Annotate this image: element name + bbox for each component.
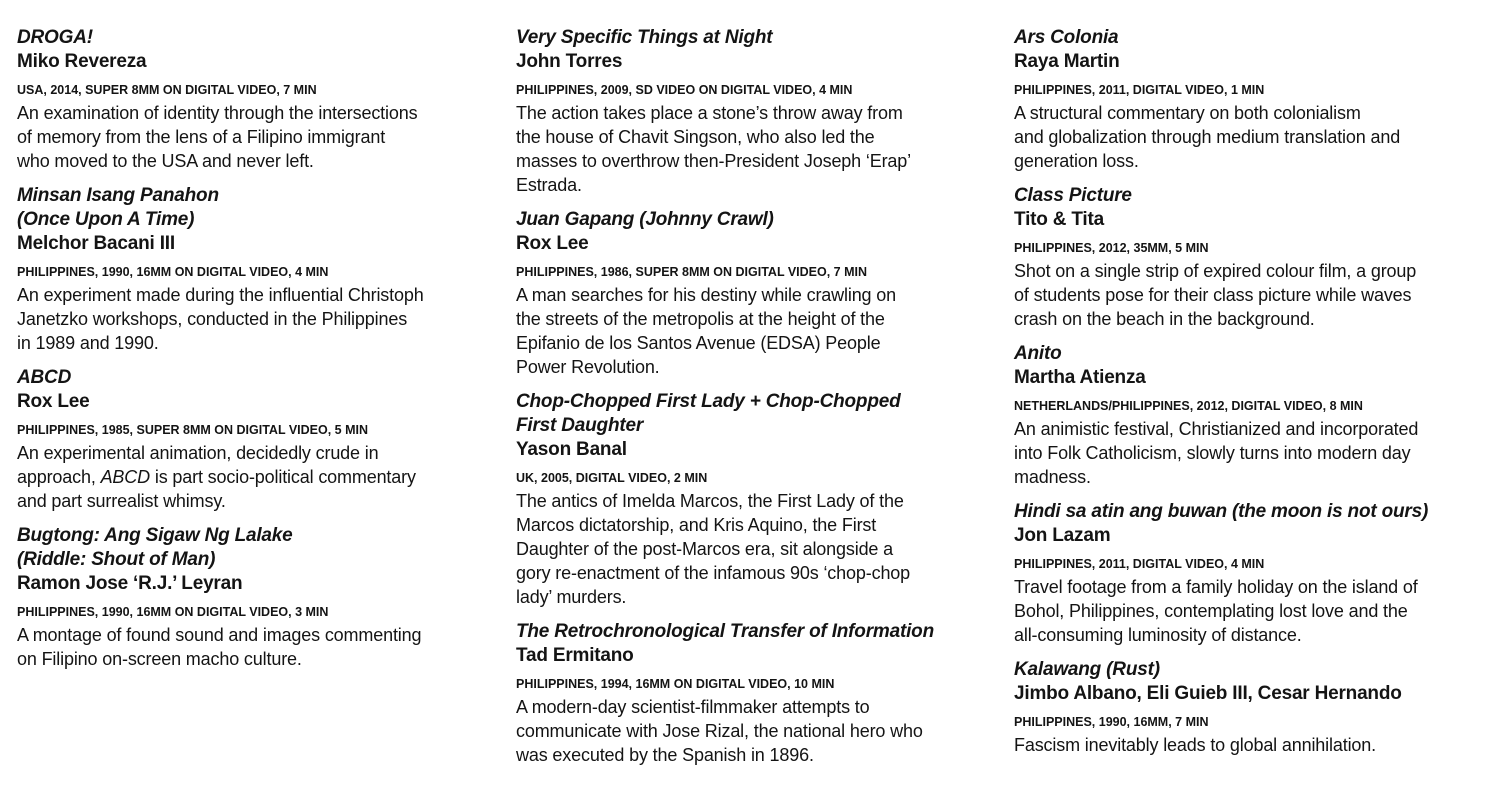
- film-description-line: generation loss.: [1014, 151, 1139, 171]
- film-description-line: into Folk Catholicism, slowly turns into modern day: [1014, 443, 1411, 463]
- film-meta: PHILIPPINES, 1990, 16MM ON DIGITAL VIDEO, 4 MIN: [17, 265, 329, 279]
- film-description-line: The antics of Imelda Marcos, the First Lady of the: [516, 491, 904, 511]
- film-director: Rox Lee: [516, 233, 589, 254]
- film-description-line: The action takes place a stone’s throw away from: [516, 103, 903, 123]
- film-director: Martha Atienza: [1014, 367, 1146, 388]
- film-entry: [516, 620, 996, 767]
- film-title: [1014, 184, 1494, 208]
- film-director: Yason Banal: [516, 439, 627, 460]
- film-description-line: madness.: [1014, 467, 1091, 487]
- film-description: [17, 101, 497, 173]
- film-description-line: gory re-enactment of the infamous 90s ‘chop-chop: [516, 563, 911, 583]
- film-description-line: lady’ murders.: [516, 587, 627, 607]
- film-entry: [1014, 500, 1494, 647]
- film-description-text: approach,: [17, 467, 96, 487]
- film-title: [17, 366, 497, 390]
- film-meta: NETHERLANDS/PHILIPPINES, 2012, DIGITAL VIDEO, 8 MIN: [1014, 399, 1363, 413]
- film-title-line: (Once Upon A Time): [17, 209, 195, 230]
- film-meta: PHILIPPINES, 1990, 16MM, 7 MIN: [1014, 715, 1209, 729]
- film-title-line: First Daughter: [516, 415, 644, 436]
- film-description-line: An experiment made during the influential Christoph: [17, 285, 424, 305]
- film-title-line: ABCD: [17, 367, 72, 388]
- film-entry: [17, 184, 497, 355]
- program-column-1: [17, 26, 497, 682]
- film-director: Tad Ermitano: [516, 645, 634, 666]
- film-description-line: Janetzko workshops, conducted in the Philippines: [17, 309, 408, 329]
- film-meta: PHILIPPINES, 1986, SUPER 8MM ON DIGITAL VIDEO, 7 MIN: [516, 265, 868, 279]
- film-director: Rox Lee: [17, 391, 90, 412]
- film-description: [516, 695, 996, 767]
- film-title-line: Very Specific Things at Night: [516, 27, 773, 48]
- film-description-line: A man searches for his destiny while crawling on: [516, 285, 896, 305]
- film-entry: [17, 524, 497, 671]
- film-title-line: Minsan Isang Panahon: [17, 185, 219, 206]
- film-meta: PHILIPPINES, 2011, DIGITAL VIDEO, 1 MIN: [1014, 83, 1265, 97]
- film-description: [516, 101, 996, 197]
- film-meta: USA, 2014, SUPER 8MM ON DIGITAL VIDEO, 7 MIN: [17, 83, 317, 97]
- film-title: [1014, 658, 1494, 682]
- film-director: Melchor Bacani III: [17, 233, 175, 254]
- film-title: [1014, 26, 1494, 50]
- film-title: [516, 208, 996, 232]
- film-description: [17, 623, 497, 671]
- film-entry: [1014, 342, 1494, 489]
- film-entry: [1014, 26, 1494, 173]
- film-description-line: A montage of found sound and images commenting: [17, 625, 422, 645]
- film-director: Ramon Jose ‘R.J.’ Leyran: [17, 573, 243, 594]
- film-description: [1014, 575, 1494, 647]
- film-description: [17, 441, 497, 513]
- film-title: [17, 184, 497, 232]
- film-meta: PHILIPPINES, 2009, SD VIDEO ON DIGITAL VIDEO, 4 MIN: [516, 83, 853, 97]
- film-title-line: Ars Colonia: [1014, 27, 1119, 48]
- film-entry: [1014, 184, 1494, 331]
- film-description-line: and globalization through medium translation and: [1014, 127, 1401, 147]
- program-column-3: [1014, 26, 1494, 768]
- film-description-line: Travel footage from a family holiday on the island of: [1014, 577, 1418, 597]
- film-title: [516, 620, 996, 644]
- film-description-italic-title: ABCD: [100, 467, 150, 487]
- film-description-line: the streets of the metropolis at the height of the: [516, 309, 885, 329]
- film-description-line: communicate with Jose Rizal, the national hero who: [516, 721, 923, 741]
- film-description-line: An experimental animation, decidedly crude in: [17, 443, 379, 463]
- film-meta: PHILIPPINES, 1985, SUPER 8MM ON DIGITAL VIDEO, 5 MIN: [17, 423, 369, 437]
- film-director: Tito & Tita: [1014, 209, 1104, 230]
- film-description-line: all-consuming luminosity of distance.: [1014, 625, 1302, 645]
- film-entry: [516, 26, 996, 197]
- film-meta: PHILIPPINES, 2012, 35MM, 5 MIN: [1014, 241, 1209, 255]
- film-description: [1014, 417, 1494, 489]
- film-description: [516, 283, 996, 379]
- film-description-line: Daughter of the post-Marcos era, sit alongside a: [516, 539, 894, 559]
- film-description-line: on Filipino on-screen macho culture.: [17, 649, 302, 669]
- film-description: [1014, 733, 1494, 757]
- film-description-line: crash on the beach in the background.: [1014, 309, 1315, 329]
- film-meta: PHILIPPINES, 1990, 16MM ON DIGITAL VIDEO, 3 MIN: [17, 605, 329, 619]
- film-title-line: Kalawang (Rust): [1014, 659, 1160, 680]
- film-entry: [17, 26, 497, 173]
- film-entry: [516, 208, 996, 379]
- film-description-line: Power Revolution.: [516, 357, 660, 377]
- film-description-text: is part socio-political commentary: [150, 467, 416, 487]
- film-description-line: Marcos dictatorship, and Kris Aquino, the First: [516, 515, 877, 535]
- film-description-line: the house of Chavit Singson, who also led the: [516, 127, 875, 147]
- film-description-line: and part surrealist whimsy.: [17, 491, 226, 511]
- film-entry: [1014, 658, 1494, 757]
- film-description-line: An animistic festival, Christianized and incorporated: [1014, 419, 1419, 439]
- film-title-line: The Retrochronological Transfer of Information: [516, 621, 934, 642]
- film-description: [516, 489, 996, 609]
- film-description-line: [17, 465, 497, 489]
- film-description-line: Shot on a single strip of expired colour film, a group: [1014, 261, 1417, 281]
- film-description-line: masses to overthrow then-President Joseph ‘Erap’: [516, 151, 911, 171]
- film-title-line: DROGA!: [17, 27, 93, 48]
- program-column-2: [516, 26, 996, 778]
- film-description-line: A structural commentary on both colonialism: [1014, 103, 1361, 123]
- film-description-line: of students pose for their class picture while waves: [1014, 285, 1412, 305]
- film-director: Miko Revereza: [17, 51, 147, 72]
- film-description: [1014, 259, 1494, 331]
- film-description-line: who moved to the USA and never left.: [17, 151, 314, 171]
- film-description: [17, 283, 497, 355]
- film-meta: UK, 2005, DIGITAL VIDEO, 2 MIN: [516, 471, 708, 485]
- film-meta: PHILIPPINES, 2011, DIGITAL VIDEO, 4 MIN: [1014, 557, 1265, 571]
- film-title: [516, 26, 996, 50]
- film-description-line: was executed by the Spanish in 1896.: [516, 745, 814, 765]
- film-title: [17, 26, 497, 50]
- film-director: Jon Lazam: [1014, 525, 1111, 546]
- film-description: [1014, 101, 1494, 173]
- film-title-line: Juan Gapang (Johnny Crawl): [516, 209, 774, 230]
- film-director: Jimbo Albano, Eli Guieb III, Cesar Hernando: [1014, 683, 1402, 704]
- film-entry: [17, 366, 497, 513]
- film-description-line: A modern-day scientist-filmmaker attempts to: [516, 697, 870, 717]
- film-title-line: Hindi sa atin ang buwan (the moon is not ours): [1014, 501, 1429, 522]
- film-title: [1014, 342, 1494, 366]
- film-title-line: Anito: [1014, 343, 1062, 364]
- film-description-line: An examination of identity through the intersections: [17, 103, 418, 123]
- film-meta: PHILIPPINES, 1994, 16MM ON DIGITAL VIDEO, 10 MIN: [516, 677, 835, 691]
- film-title-line: (Riddle: Shout of Man): [17, 549, 216, 570]
- film-description-line: Fascism inevitably leads to global annihilation.: [1014, 735, 1377, 755]
- film-director: John Torres: [516, 51, 623, 72]
- film-description-line: of memory from the lens of a Filipino immigrant: [17, 127, 386, 147]
- film-title-line: Chop-Chopped First Lady + Chop-Chopped: [516, 391, 901, 412]
- film-description-line: Estrada.: [516, 175, 582, 195]
- film-title: [17, 524, 497, 572]
- film-title-line: Bugtong: Ang Sigaw Ng Lalake: [17, 525, 293, 546]
- film-title-line: Class Picture: [1014, 185, 1132, 206]
- film-description-line: in 1989 and 1990.: [17, 333, 159, 353]
- film-description-line: Bohol, Philippines, contemplating lost love and the: [1014, 601, 1408, 621]
- film-entry: [516, 390, 996, 609]
- film-description-line: Epifanio de los Santos Avenue (EDSA) People: [516, 333, 881, 353]
- film-title: [516, 390, 996, 438]
- film-director: Raya Martin: [1014, 51, 1120, 72]
- film-title: [1014, 500, 1494, 524]
